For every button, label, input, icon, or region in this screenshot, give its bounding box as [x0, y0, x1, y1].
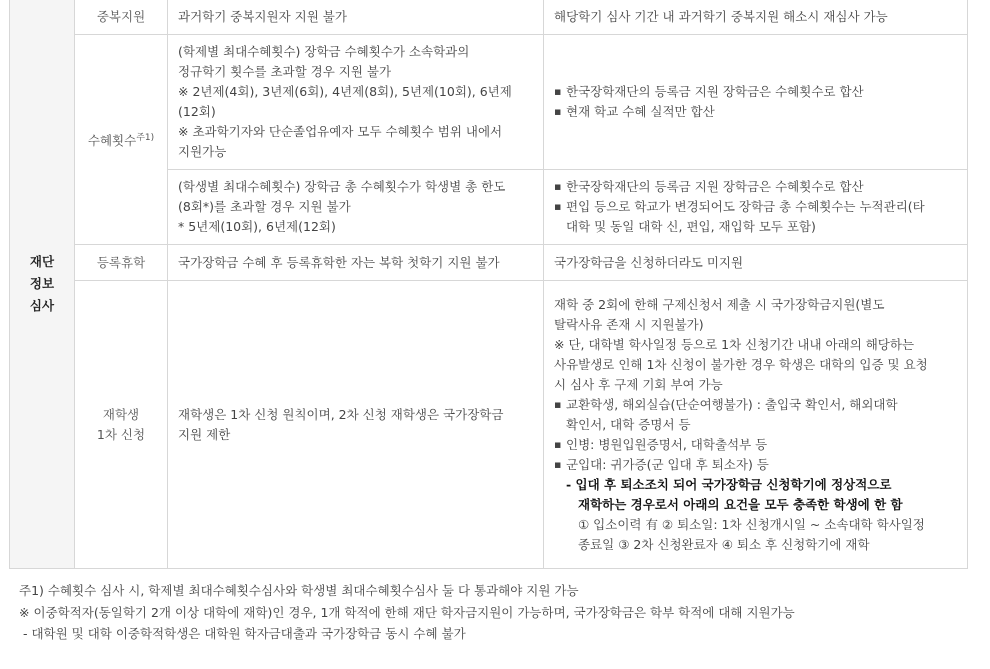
- bullet-icon: ▪: [554, 180, 562, 193]
- row-label-registered-leave: 등록휴학: [75, 245, 168, 281]
- bullet-item: [554, 455, 957, 475]
- category-cell: [10, 0, 75, 569]
- text-line: 종료일 ③ 2차 신청완료자 ④ 퇴소 후 신청학기에 재학: [578, 536, 870, 552]
- bullet-icon: ▪: [554, 85, 562, 98]
- text-line: ※ 2년제(4회), 3년제(6회), 4년제(8회), 5년제(10회), 6년제: [178, 84, 512, 99]
- bullet-item: [554, 435, 957, 455]
- table-row-count-school: [10, 35, 968, 170]
- screening-criteria-table: [9, 0, 968, 569]
- table-row-duplicate: [10, 0, 968, 35]
- text-line: ※ 단, 대학별 학사일정 등으로 1차 신청기간 내내 아래의 해당하는: [554, 336, 915, 352]
- bullet-icon: ▪: [554, 437, 562, 451]
- bullet-continuation: 대학 및 동일 대학 신, 편입, 재입학 모두 포함): [566, 219, 816, 234]
- bullet-text: 한국장학재단의 등록금 지원 장학금은 수혜횟수로 합산: [566, 84, 864, 99]
- criteria-registered-leave: 국가장학금 수혜 후 등록휴학한 자는 복학 첫학기 지원 불가: [168, 245, 544, 281]
- criteria-duplicate: 과거학기 중복지원자 지원 불가: [168, 0, 544, 35]
- text-line: 탈락사유 존재 시 지원불가): [554, 316, 704, 332]
- note-count-school: [544, 35, 968, 170]
- bullet-text: 현재 학교 수혜 실적만 합산: [566, 104, 715, 119]
- text-line: 재학생은 1차 신청 원칙이며, 2차 신청 재학생은 국가장학금: [178, 406, 504, 422]
- bullet-continuation: 확인서, 대학 증명서 등: [566, 416, 691, 432]
- bullet-text: 편입 등으로 학교가 변경되어도 장학금 총 수혜횟수는 누적관리(타: [566, 199, 925, 214]
- footnote-line: - 대학원 및 대학 이중학적학생은 대학원 학자금대출과 국가장학금 동시 수혜 불가: [19, 626, 466, 641]
- bullet-text: 군입대: 귀가증(군 입대 후 퇴소자) 등: [566, 456, 769, 472]
- text-line: (8회*)를 초과할 경우 지원 불가: [178, 199, 351, 214]
- footnotes: [19, 580, 795, 645]
- category-line: 정보: [29, 275, 55, 291]
- text-line: ※ 초과학기자와 단순졸업유예자 모두 수혜횟수 범위 내에서: [178, 124, 503, 139]
- text-line: (12회): [178, 104, 216, 119]
- note-count-student: [544, 170, 968, 245]
- bullet-text: 교환학생, 해외실습(단순여행불가) : 출입국 확인서, 해외대학: [566, 396, 898, 412]
- table-row-registered-leave: [10, 245, 968, 281]
- text-line: (학생별 최대수혜횟수) 장학금 총 수혜횟수가 학생별 총 한도: [178, 179, 506, 194]
- bullet-item: [554, 177, 957, 197]
- text-line: 재학 중 2회에 한해 구제신청서 제출 시 국가장학금지원(별도: [554, 296, 885, 312]
- text-line: 지원 제한: [178, 426, 231, 442]
- category-line: 재단: [29, 253, 55, 269]
- row-label-count: [75, 35, 168, 245]
- text-line: 사유발생로 인해 1차 신청이 불가한 경우 학생은 대학의 입증 및 요청: [554, 356, 928, 372]
- bullet-icon: ▪: [554, 397, 562, 411]
- criteria-count-student: [168, 170, 544, 245]
- bullet-icon: ▪: [554, 105, 562, 118]
- row-label-count-text: 수혜횟수: [87, 133, 137, 149]
- bullet-text: 한국장학재단의 등록금 지원 장학금은 수혜횟수로 합산: [566, 179, 864, 194]
- footnote-line: ※ 이중학적자(동일학기 2개 이상 대학에 재학)인 경우, 1개 학적에 한해 재단 학자금지원이 가능하며, 국가장학금은 학부 학적에 대해 지원가능: [19, 604, 795, 620]
- bold-line: 재학하는 경우로서 아래의 요건을 모두 충족한 학생에 한 함: [578, 496, 903, 512]
- text-line: 재학생: [102, 406, 140, 422]
- category-line: 심사: [29, 297, 55, 313]
- bullet-item: [554, 395, 957, 415]
- row-label-duplicate: 중복지원: [75, 0, 168, 35]
- bullet-item: [554, 82, 957, 102]
- text-line: 지원가능: [178, 144, 227, 159]
- text-line: * 5년제(10회), 6년제(12회): [178, 219, 336, 234]
- row-label-enrolled: [75, 281, 168, 569]
- note-registered-leave: 국가장학금을 신청하더라도 미지원: [544, 245, 968, 281]
- criteria-count-school: [168, 35, 544, 170]
- bullet-item: [554, 197, 957, 217]
- text-line: (학제별 최대수혜횟수) 장학금 수혜횟수가 소속학과의: [178, 44, 470, 59]
- note-duplicate: 해당학기 심사 기간 내 과거학기 중복지원 해소시 재심사 가능: [544, 0, 968, 35]
- criteria-enrolled: [168, 281, 544, 569]
- bullet-icon: ▪: [554, 200, 562, 213]
- text-line: 시 심사 후 구제 기회 부여 가능: [554, 376, 723, 392]
- table-row-enrolled-first: [10, 281, 968, 569]
- footnote-ref: 주1): [136, 132, 155, 143]
- bold-line: - 입대 후 퇴소조치 되어 국가장학금 신청학기에 정상적으로: [566, 476, 892, 492]
- note-enrolled: [544, 281, 968, 569]
- bullet-item: [554, 102, 957, 122]
- bullet-text: 인병: 병원입원증명서, 대학출석부 등: [566, 436, 768, 452]
- text-line: 1차 신청: [96, 426, 146, 442]
- bullet-icon: ▪: [554, 457, 562, 471]
- footnote-line: 주1) 수혜횟수 심사 시, 학제별 최대수혜횟수심사와 학생별 최대수혜횟수심사 둘 다 통과해야 지원 가능: [19, 583, 579, 598]
- text-line: ① 입소이력 有 ② 퇴소일: 1차 신청개시일 ~ 소속대학 학사일정: [578, 516, 925, 532]
- text-line: 정규학기 횟수를 초과할 경우 지원 불가: [178, 64, 392, 79]
